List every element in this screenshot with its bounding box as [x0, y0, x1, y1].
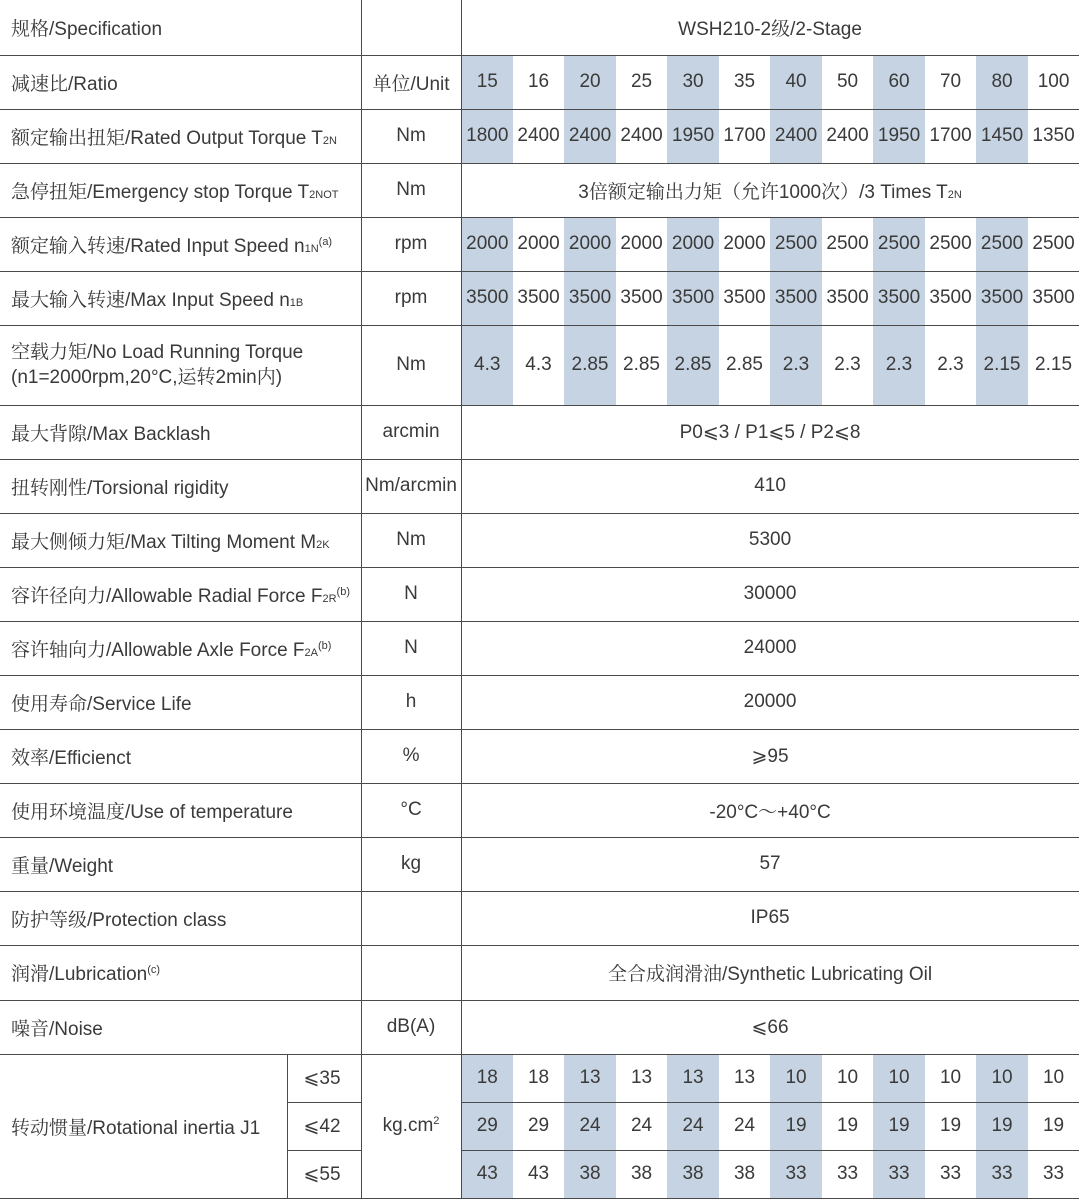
unit-rated-input-speed: rpm: [361, 217, 461, 271]
inertia-value: 38: [667, 1150, 719, 1198]
ratio-value: 50: [822, 55, 873, 109]
label-no-load-torque: 空载力矩/No Load Running Torque (n1=2000rpm,20°C,运转2min内): [0, 325, 361, 405]
label-allowable-radial-force: 容许径向力/Allowable Radial Force $F2R^{(b)}$: [0, 567, 361, 621]
row-protection-class: [0, 891, 1079, 945]
rated-speed-value: 2000: [719, 217, 770, 271]
row-inertia-35: [0, 1054, 1079, 1102]
unit-allowable-radial-force: N: [361, 567, 461, 621]
label-max-input-speed: 最大输入转速/Max Input Speed n1B: [0, 271, 361, 325]
ratio-value: 100: [1028, 55, 1079, 109]
row-emergency-stop-torque: [0, 163, 1079, 217]
inertia-value: 33: [822, 1150, 873, 1198]
inertia-value: 33: [976, 1150, 1028, 1198]
inertia-value: 43: [513, 1150, 564, 1198]
inertia-condition: ⩽42: [287, 1102, 361, 1150]
rated-torque-value: 1950: [873, 109, 925, 163]
inertia-value: 24: [616, 1102, 667, 1150]
row-ratio: [0, 55, 1079, 109]
label-lubrication: 润滑/Lubrication$^{(c)}$: [0, 945, 361, 1000]
inertia-condition: ⩽55: [287, 1150, 361, 1198]
row-lubrication: [0, 945, 1079, 1000]
rated-speed-value: 2000: [667, 217, 719, 271]
max-speed-value: 3500: [616, 271, 667, 325]
no-load-value: 2.85: [564, 325, 616, 405]
unit-noise: dB(A): [361, 1000, 461, 1054]
unit-protection-class: [361, 891, 461, 945]
row-torsional-rigidity: [0, 459, 1079, 513]
no-load-value: 2.3: [873, 325, 925, 405]
row-weight: [0, 837, 1079, 891]
unit-service-life: h: [361, 675, 461, 729]
unit-use-temperature: °C: [361, 783, 461, 837]
inertia-value: 19: [770, 1102, 822, 1150]
inertia-value: 33: [873, 1150, 925, 1198]
value-lubrication: 全合成润滑油/Synthetic Lubricating Oil: [461, 945, 1079, 1000]
value-emergency-stop-torque: 3倍额定输出力矩（允许1000次）/3 Times T2N: [461, 163, 1079, 217]
value-torsional-rigidity: 410: [461, 459, 1079, 513]
inertia-value: 18: [461, 1054, 513, 1102]
no-load-value: 2.3: [925, 325, 976, 405]
inertia-value: 13: [564, 1054, 616, 1102]
value-service-life: 20000: [461, 675, 1079, 729]
rated-torque-value: 1450: [976, 109, 1028, 163]
rated-speed-value: 2500: [1028, 217, 1079, 271]
value-specification: WSH210-2级/2-Stage: [461, 0, 1079, 55]
ratio-value: 30: [667, 55, 719, 109]
no-load-value: 2.3: [822, 325, 873, 405]
label-noise: 噪音/Noise: [0, 1000, 361, 1054]
no-load-value: 2.85: [719, 325, 770, 405]
label-use-temperature: 使用环境温度/Use of temperature: [0, 783, 361, 837]
rated-torque-value: 2400: [616, 109, 667, 163]
ratio-value: 35: [719, 55, 770, 109]
rated-speed-value: 2000: [564, 217, 616, 271]
value-use-temperature: -20°C～+40°C: [461, 783, 1079, 837]
value-allowable-radial-force: 30000: [461, 567, 1079, 621]
inertia-value: 10: [976, 1054, 1028, 1102]
inertia-value: 29: [461, 1102, 513, 1150]
unit-lubrication: [361, 945, 461, 1000]
max-speed-value: 3500: [719, 271, 770, 325]
row-rated-input-speed: [0, 217, 1079, 271]
max-speed-value: 3500: [564, 271, 616, 325]
ratio-value: 20: [564, 55, 616, 109]
inertia-condition: ⩽35: [287, 1054, 361, 1102]
rated-torque-value: 2400: [513, 109, 564, 163]
unit-max-tilting-moment: Nm: [361, 513, 461, 567]
inertia-value: 38: [616, 1150, 667, 1198]
max-speed-value: 3500: [1028, 271, 1079, 325]
ratio-value: 80: [976, 55, 1028, 109]
rated-torque-value: 2400: [564, 109, 616, 163]
inertia-value: 33: [770, 1150, 822, 1198]
row-efficiency: [0, 729, 1079, 783]
inertia-value: 24: [719, 1102, 770, 1150]
inertia-value: 13: [667, 1054, 719, 1102]
row-rated-output-torque: [0, 109, 1079, 163]
max-speed-value: 3500: [822, 271, 873, 325]
rated-torque-value: 1700: [719, 109, 770, 163]
max-speed-value: 3500: [461, 271, 513, 325]
rated-speed-value: 2500: [925, 217, 976, 271]
no-load-value: 4.3: [513, 325, 564, 405]
row-service-life: [0, 675, 1079, 729]
inertia-value: 10: [1028, 1054, 1079, 1102]
ratio-value: 15: [461, 55, 513, 109]
value-noise: ⩽66: [461, 1000, 1079, 1054]
inertia-value: 19: [925, 1102, 976, 1150]
label-rated-output-torque: 额定输出扭矩/Rated Output Torque T2N: [0, 109, 361, 163]
value-max-tilting-moment: 5300: [461, 513, 1079, 567]
label-rated-input-speed: 额定输入转速/Rated Input Speed $n1N^{(a)}$: [0, 217, 361, 271]
unit-rotational-inertia: $kg.cm^2$: [361, 1054, 461, 1198]
label-ratio: 减速比/Ratio: [0, 55, 361, 109]
unit-allowable-axle-force: N: [361, 621, 461, 675]
rated-speed-value: 2000: [513, 217, 564, 271]
unit-max-backlash: arcmin: [361, 405, 461, 459]
ratio-value: 70: [925, 55, 976, 109]
unit-no-load-torque: Nm: [361, 325, 461, 405]
inertia-value: 24: [564, 1102, 616, 1150]
rated-torque-value: 1950: [667, 109, 719, 163]
rated-speed-value: 2500: [873, 217, 925, 271]
max-speed-value: 3500: [667, 271, 719, 325]
unit-specification: [361, 0, 461, 55]
value-allowable-axle-force: 24000: [461, 621, 1079, 675]
inertia-value: 24: [667, 1102, 719, 1150]
ratio-value: 16: [513, 55, 564, 109]
ratio-value: 60: [873, 55, 925, 109]
ratio-value: 40: [770, 55, 822, 109]
label-emergency-stop-torque: 急停扭矩/Emergency stop Torque T2NOT: [0, 163, 361, 217]
rated-speed-value: 2500: [770, 217, 822, 271]
unit-max-input-speed: rpm: [361, 271, 461, 325]
rated-torque-value: 1350: [1028, 109, 1079, 163]
rated-speed-value: 2500: [822, 217, 873, 271]
max-speed-value: 3500: [770, 271, 822, 325]
unit-torsional-rigidity: Nm/arcmin: [361, 459, 461, 513]
no-load-value: 2.3: [770, 325, 822, 405]
label-rotational-inertia: 转动惯量/Rotational inertia J1: [0, 1054, 287, 1198]
rated-torque-value: 2400: [822, 109, 873, 163]
rated-torque-value: 1800: [461, 109, 513, 163]
label-allowable-axle-force: 容许轴向力/Allowable Axle Force $F2A^{(b)}$: [0, 621, 361, 675]
unit-ratio: 单位/Unit: [361, 55, 461, 109]
inertia-value: 38: [564, 1150, 616, 1198]
inertia-value: 10: [873, 1054, 925, 1102]
label-torsional-rigidity: 扭转刚性/Torsional rigidity: [0, 459, 361, 513]
value-weight: 57: [461, 837, 1079, 891]
inertia-value: 10: [770, 1054, 822, 1102]
no-load-value: 2.85: [616, 325, 667, 405]
inertia-value: 10: [822, 1054, 873, 1102]
inertia-value: 19: [873, 1102, 925, 1150]
no-load-value: 2.85: [667, 325, 719, 405]
max-speed-value: 3500: [873, 271, 925, 325]
max-speed-value: 3500: [925, 271, 976, 325]
row-no-load-torque: [0, 325, 1079, 405]
inertia-value: 43: [461, 1150, 513, 1198]
label-max-backlash: 最大背隙/Max Backlash: [0, 405, 361, 459]
inertia-value: 13: [616, 1054, 667, 1102]
max-speed-value: 3500: [513, 271, 564, 325]
value-max-backlash: P0⩽3 / P1⩽5 / P2⩽8: [461, 405, 1079, 459]
inertia-value: 19: [822, 1102, 873, 1150]
inertia-value: 13: [719, 1054, 770, 1102]
label-service-life: 使用寿命/Service Life: [0, 675, 361, 729]
inertia-value: 18: [513, 1054, 564, 1102]
inertia-value: 19: [976, 1102, 1028, 1150]
no-load-value: 2.15: [1028, 325, 1079, 405]
inertia-value: 19: [1028, 1102, 1079, 1150]
label-weight: 重量/Weight: [0, 837, 361, 891]
rated-speed-value: 2500: [976, 217, 1028, 271]
unit-rated-output-torque: Nm: [361, 109, 461, 163]
row-specification: [0, 0, 1079, 55]
row-use-temperature: [0, 783, 1079, 837]
row-max-backlash: [0, 405, 1079, 459]
ratio-value: 25: [616, 55, 667, 109]
inertia-value: 38: [719, 1150, 770, 1198]
row-max-input-speed: [0, 271, 1079, 325]
rated-speed-value: 2000: [461, 217, 513, 271]
value-efficiency: ⩾95: [461, 729, 1079, 783]
unit-efficiency: %: [361, 729, 461, 783]
unit-emergency-stop-torque: Nm: [361, 163, 461, 217]
no-load-value: 2.15: [976, 325, 1028, 405]
value-protection-class: IP65: [461, 891, 1079, 945]
label-specification: 规格/Specification: [0, 0, 361, 55]
inertia-value: 33: [1028, 1150, 1079, 1198]
row-max-tilting-moment: [0, 513, 1079, 567]
row-allowable-radial-force: [0, 567, 1079, 621]
inertia-value: 33: [925, 1150, 976, 1198]
inertia-value: 10: [925, 1054, 976, 1102]
rated-torque-value: 2400: [770, 109, 822, 163]
label-max-tilting-moment: 最大侧倾力矩/Max Tilting Moment M2K: [0, 513, 361, 567]
unit-weight: kg: [361, 837, 461, 891]
no-load-value: 4.3: [461, 325, 513, 405]
rated-torque-value: 1700: [925, 109, 976, 163]
label-efficiency: 效率/Efficienct: [0, 729, 361, 783]
row-allowable-axle-force: [0, 621, 1079, 675]
rated-speed-value: 2000: [616, 217, 667, 271]
row-noise: [0, 1000, 1079, 1054]
inertia-value: 29: [513, 1102, 564, 1150]
label-protection-class: 防护等级/Protection class: [0, 891, 361, 945]
max-speed-value: 3500: [976, 271, 1028, 325]
